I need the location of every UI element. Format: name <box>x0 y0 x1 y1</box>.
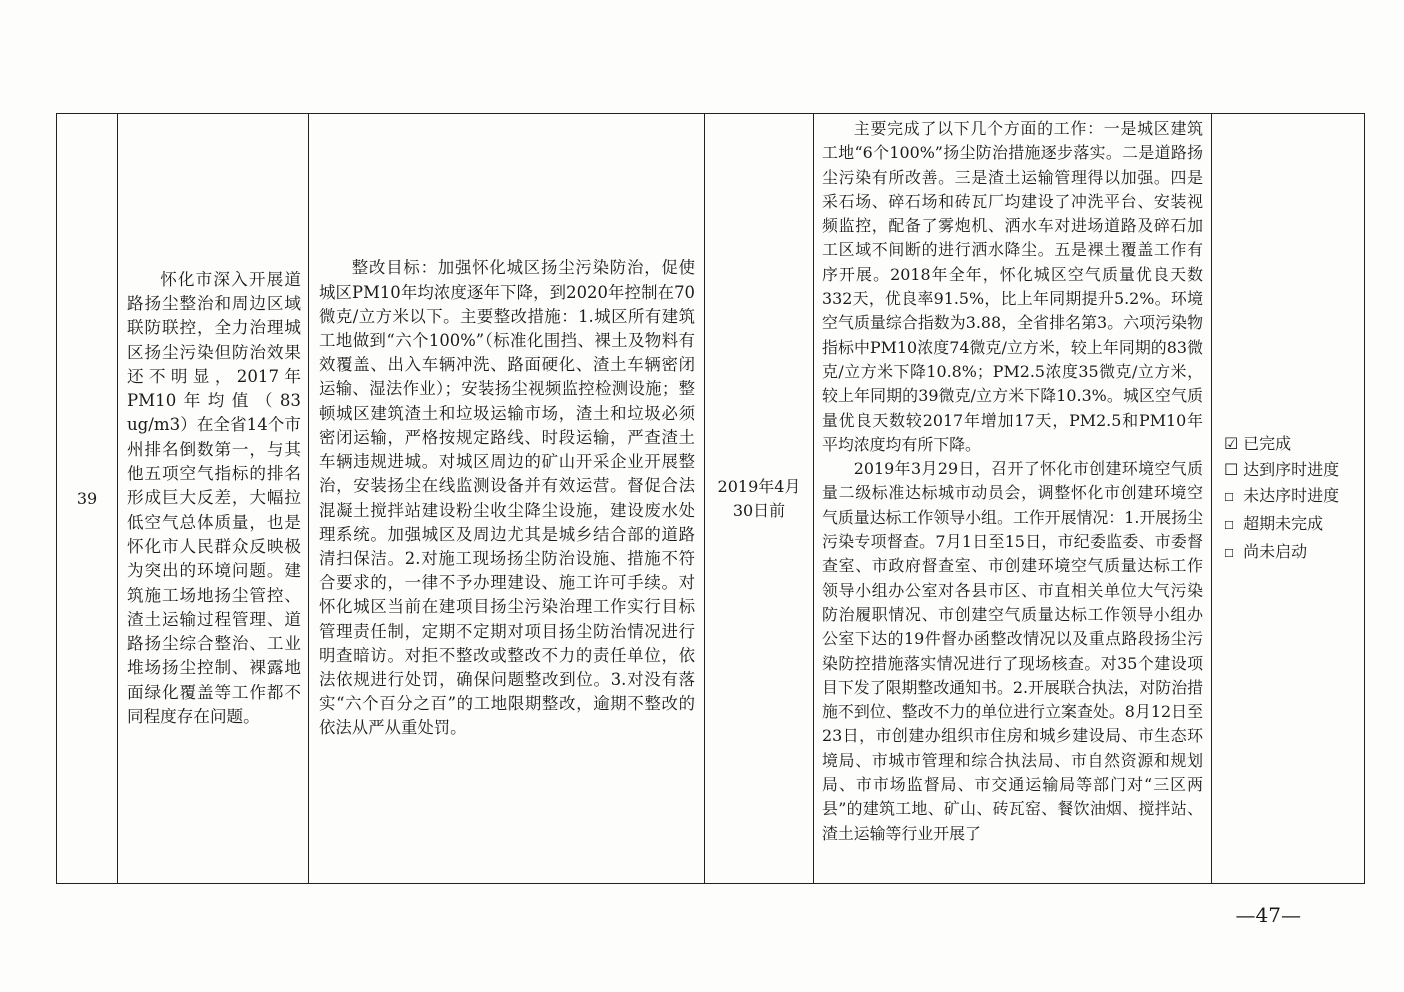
problem-text: 怀化市深入开展道路扬尘整治和周边区域联防联控，全力治理城区扬尘污染但防治效果还不明显，2017年PM10年均值（83 ug/m3）在全省14个市州排名倒数第一，与其他五项空气指标的排名形成巨大反差，大幅拉低空气总体质量，也是怀化市人民群众反映极为突出的环境问题。建筑施工场地扬尘管控、渣土运输过程管理、道路扬尘综合整治、工业堆场扬尘控制、裸露地面绿化覆盖等工作都不同程度存在问题。 <box>127 269 301 727</box>
deadline-text: 2019年4月30日前 <box>717 476 801 520</box>
status-option-behind-schedule <box>1224 483 1364 511</box>
status-options <box>1212 431 1364 567</box>
progress-cell <box>814 114 1212 884</box>
unchecked-box-icon: ☐ <box>1224 459 1239 479</box>
table-row <box>57 114 1365 884</box>
status-option-completed <box>1224 431 1364 457</box>
status-option-overdue <box>1224 511 1364 539</box>
unchecked-box-icon: ☐ <box>1224 546 1234 560</box>
status-label: 未达序时进度 <box>1243 485 1340 505</box>
unchecked-box-icon: ☐ <box>1224 518 1234 532</box>
status-option-not-started <box>1224 539 1364 567</box>
measures-text: 整改目标：加强怀化城区扬尘污染防治，促使城区PM10年均浓度逐年下降，到2020年控制在70微克/立方米以下。主要整改措施：1.城区所有建筑工地做到“六个100%”（标准化围挡、裸土及物料有效覆盖、出入车辆冲洗、路面硬化、渣土车辆密闭运输、湿法作业）；安装扬尘视频监控检测设施；整顿城区建筑渣土和垃圾运输市场，渣土和垃圾必须密闭运输，严格按规定路线、时段运输，严查渣土车辆违规进城。对城区周边的矿山开采企业开展整治，安装扬尘在线监测设备并有效运营。督促合法混凝土搅拌站建设粉尘收尘降尘设施，建设废水处理系统。加强城区及周边尤其是城乡结合部的道路清扫保洁。2.对施工现场扬尘防治设施、措施不符合要求的，一律不予办理建设、施工许可手续。对怀化城区当前在建项目扬尘污染治理工作实行目标管理责任制，定期不定期对项目扬尘防治情况进行明查暗访。对拒不整改或整改不力的责任单位，依法依规进行处罚，确保问题整改到位。3.对没有落实“六个百分之百”的工地限期整改，逾期不整改的依法从严从重处罚。 <box>319 258 695 738</box>
row-number: 39 <box>57 114 118 884</box>
deadline-cell <box>705 114 814 884</box>
status-option-on-schedule <box>1224 457 1364 483</box>
status-label: 达到序时进度 <box>1243 459 1340 479</box>
status-label: 超期未完成 <box>1243 513 1324 533</box>
status-label: 尚未启动 <box>1243 541 1308 561</box>
progress-paragraph-1: 主要完成了以下几个方面的工作：一是城区建筑工地“6个100%”扬尘防治措施逐步落实。二是道路扬尘污染有所改善。三是渣土运输管理得以加强。四是采石场、碎石场和砖瓦厂均建设了冲洗平台、安装视频监控，配备了雾炮机、洒水车对进场道路及碎石加工区域不间断的进行洒水降尘。五是裸土覆盖工作有序开展。2018年全年，怀化城区空气质量优良天数332天，优良率91.5%，比上年同期提升5.2%。环境空气质量综合指数为3.88，全省排名第3。六项污染物指标中PM10浓度74微克/立方米，较上年同期的83微克/立方米下降10.8%；PM2.5浓度35微克/立方米，较上年同期的39微克/立方米下降10.3%。城区空气质量优良天数较2017年增加17天，PM2.5和PM10年平均浓度均有所下降。 <box>822 119 1203 454</box>
status-cell <box>1212 114 1365 884</box>
rectification-table <box>56 113 1365 884</box>
progress-paragraph-2: 2019年3月29日，召开了怀化市创建环境空气质量二级标准达标城市动员会，调整怀化市创建环境空气质量达标工作领导小组。工作开展情况：1.开展扬尘污染专项督查。7月1日至15日，市纪委监委、市委督查室、市政府督查室、市创建环境空气质量达标工作领导小组办公室对各县市区、市直相关单位大气污染防治履职情况、市创建空气质量达标工作领导小组办公室下达的19件督办函整改情况以及重点路段扬尘污染防控措施落实情况进行了现场核查。对35个建设项目下发了限期整改通知书。2.开展联合执法，对防治措施不到位、整改不力的单位进行立案查处。8月12日至23日，市创建办组织市住房和城乡建设局、市生态环境局、市城市管理和综合执法局、市自然资源和规划局、市市场监督局、市交通运输局等部门对“三区两县”的建筑工地、矿山、砖瓦窑、餐饮油烟、搅拌站、渣土运输等行业开展了 <box>822 459 1203 843</box>
checked-box-icon: ☑ <box>1224 433 1239 453</box>
status-label: 已完成 <box>1243 433 1292 453</box>
page-number: —47— <box>1235 903 1301 927</box>
measures-cell <box>309 114 705 884</box>
unchecked-box-icon: ☐ <box>1224 490 1234 504</box>
problem-cell <box>118 114 309 884</box>
